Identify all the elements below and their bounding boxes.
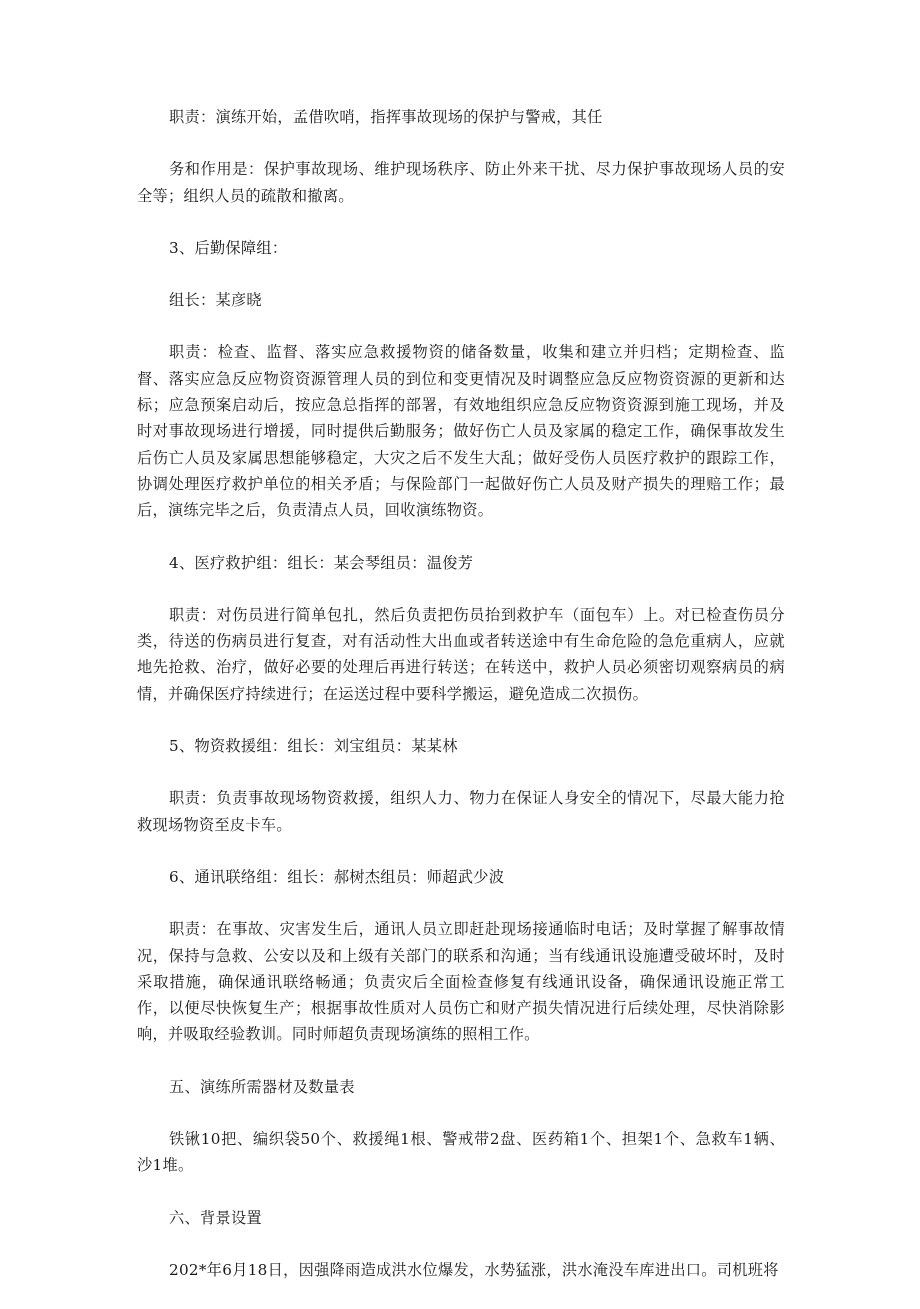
communications-duties: 职责：在事故、灾害发生后，通讯人员立即赶赴现场接通临时电话；及时掌握了解事故情况，保持与急救、公安以及和上级有关部门的联系和沟通；当有线通讯设施遭受破坏时，及时采取措施，确保通讯联络畅通；负责灾后全面检查修复有线通讯设备，确保通讯设施正常工作，以便尽快恢复生产；根据事故性质对人员伤亡和财产损失情况进行后续处理，尽快消除影响，并吸取经验教训。同时师超负责现场演练的照相工作。	[137, 920, 785, 1044]
medical-duties: 职责：对伤员进行简单包扎，然后负责把伤员抬到救护车（面包车）上。对已检查伤员分类，待送的伤病员进行复查，对有活动性大出血或者转送途中有生命危险的急危重病人，应就地先抢救、治疗，做好必要的处理后再进行转送；在转送中，救护人员必须密切观察病员的病情，并确保医疗持续进行；在运送过程中要科学搬运，避免造成二次损伤。	[137, 605, 785, 703]
background-paragraph: 202*年6月18日，因强降雨造成洪水位爆发，水势猛涨，洪水淹没车库进出口。司机班将	[169, 1260, 779, 1279]
section-heading-communications: 6、通讯联络组：组长：郝树杰组员：师超武少波	[169, 867, 505, 886]
section-heading-logistics: 3、后勤保障组：	[169, 238, 288, 257]
section-heading-medical: 4、医疗救护组：组长：某会琴组员：温俊芳	[169, 553, 474, 572]
duty-paragraph-warning: 职责：演练开始，孟借吹哨，指挥事故现场的保护与警戒，其任	[169, 108, 603, 126]
logistics-leader: 组长：某彦晓	[169, 291, 262, 310]
section-heading-equipment: 五、演练所需器材及数量表	[169, 1077, 355, 1096]
materials-rescue-duties: 职责：负责事故现场物资救援，组织人力、物力在保证人身安全的情况下，尽最大能力抢救现场物资至皮卡车。	[137, 789, 785, 834]
equipment-list: 铁锹10把、编织袋50个、救援绳1根、警戒带2盘、医药箱1个、担架1个、急救车1辆、沙1堆。	[137, 1130, 785, 1175]
section-heading-materials-rescue: 5、物资救援组：组长：刘宝组员：某某林	[169, 737, 458, 756]
document-page	[137, 104, 785, 1309]
section-heading-background: 六、背景设置	[169, 1208, 262, 1227]
duty-paragraph-warning-continued: 务和作用是：保护事故现场、维护现场秩序、防止外来干扰、尽力保护事故现场人员的安全等；组织人员的疏散和撤离。	[137, 160, 785, 205]
logistics-duties: 职责：检查、监督、落实应急救援物资的储备数量，收集和建立并归档；定期检查、监督、落实应急反应物资资源管理人员的到位和变更情况及时调整应急反应物资资源的更新和达标；应急预案启动后，按应急总指挥的部署，有效地组织应急反应物资资源到施工现场，并及时对事故现场进行增援，同时提供后勤服务；做好伤亡人员及家属的稳定工作，确保事故发生后伤亡人员及家属思想能够稳定，大灾之后不发生大乱；做好受伤人员医疗救护的跟踪工作，协调处理医疗救护单位的相关矛盾；与保险部门一起做好伤亡人员及财产损失的理赔工作；最后，演练完毕之后，负责清点人员，回收演练物资。	[137, 343, 785, 520]
